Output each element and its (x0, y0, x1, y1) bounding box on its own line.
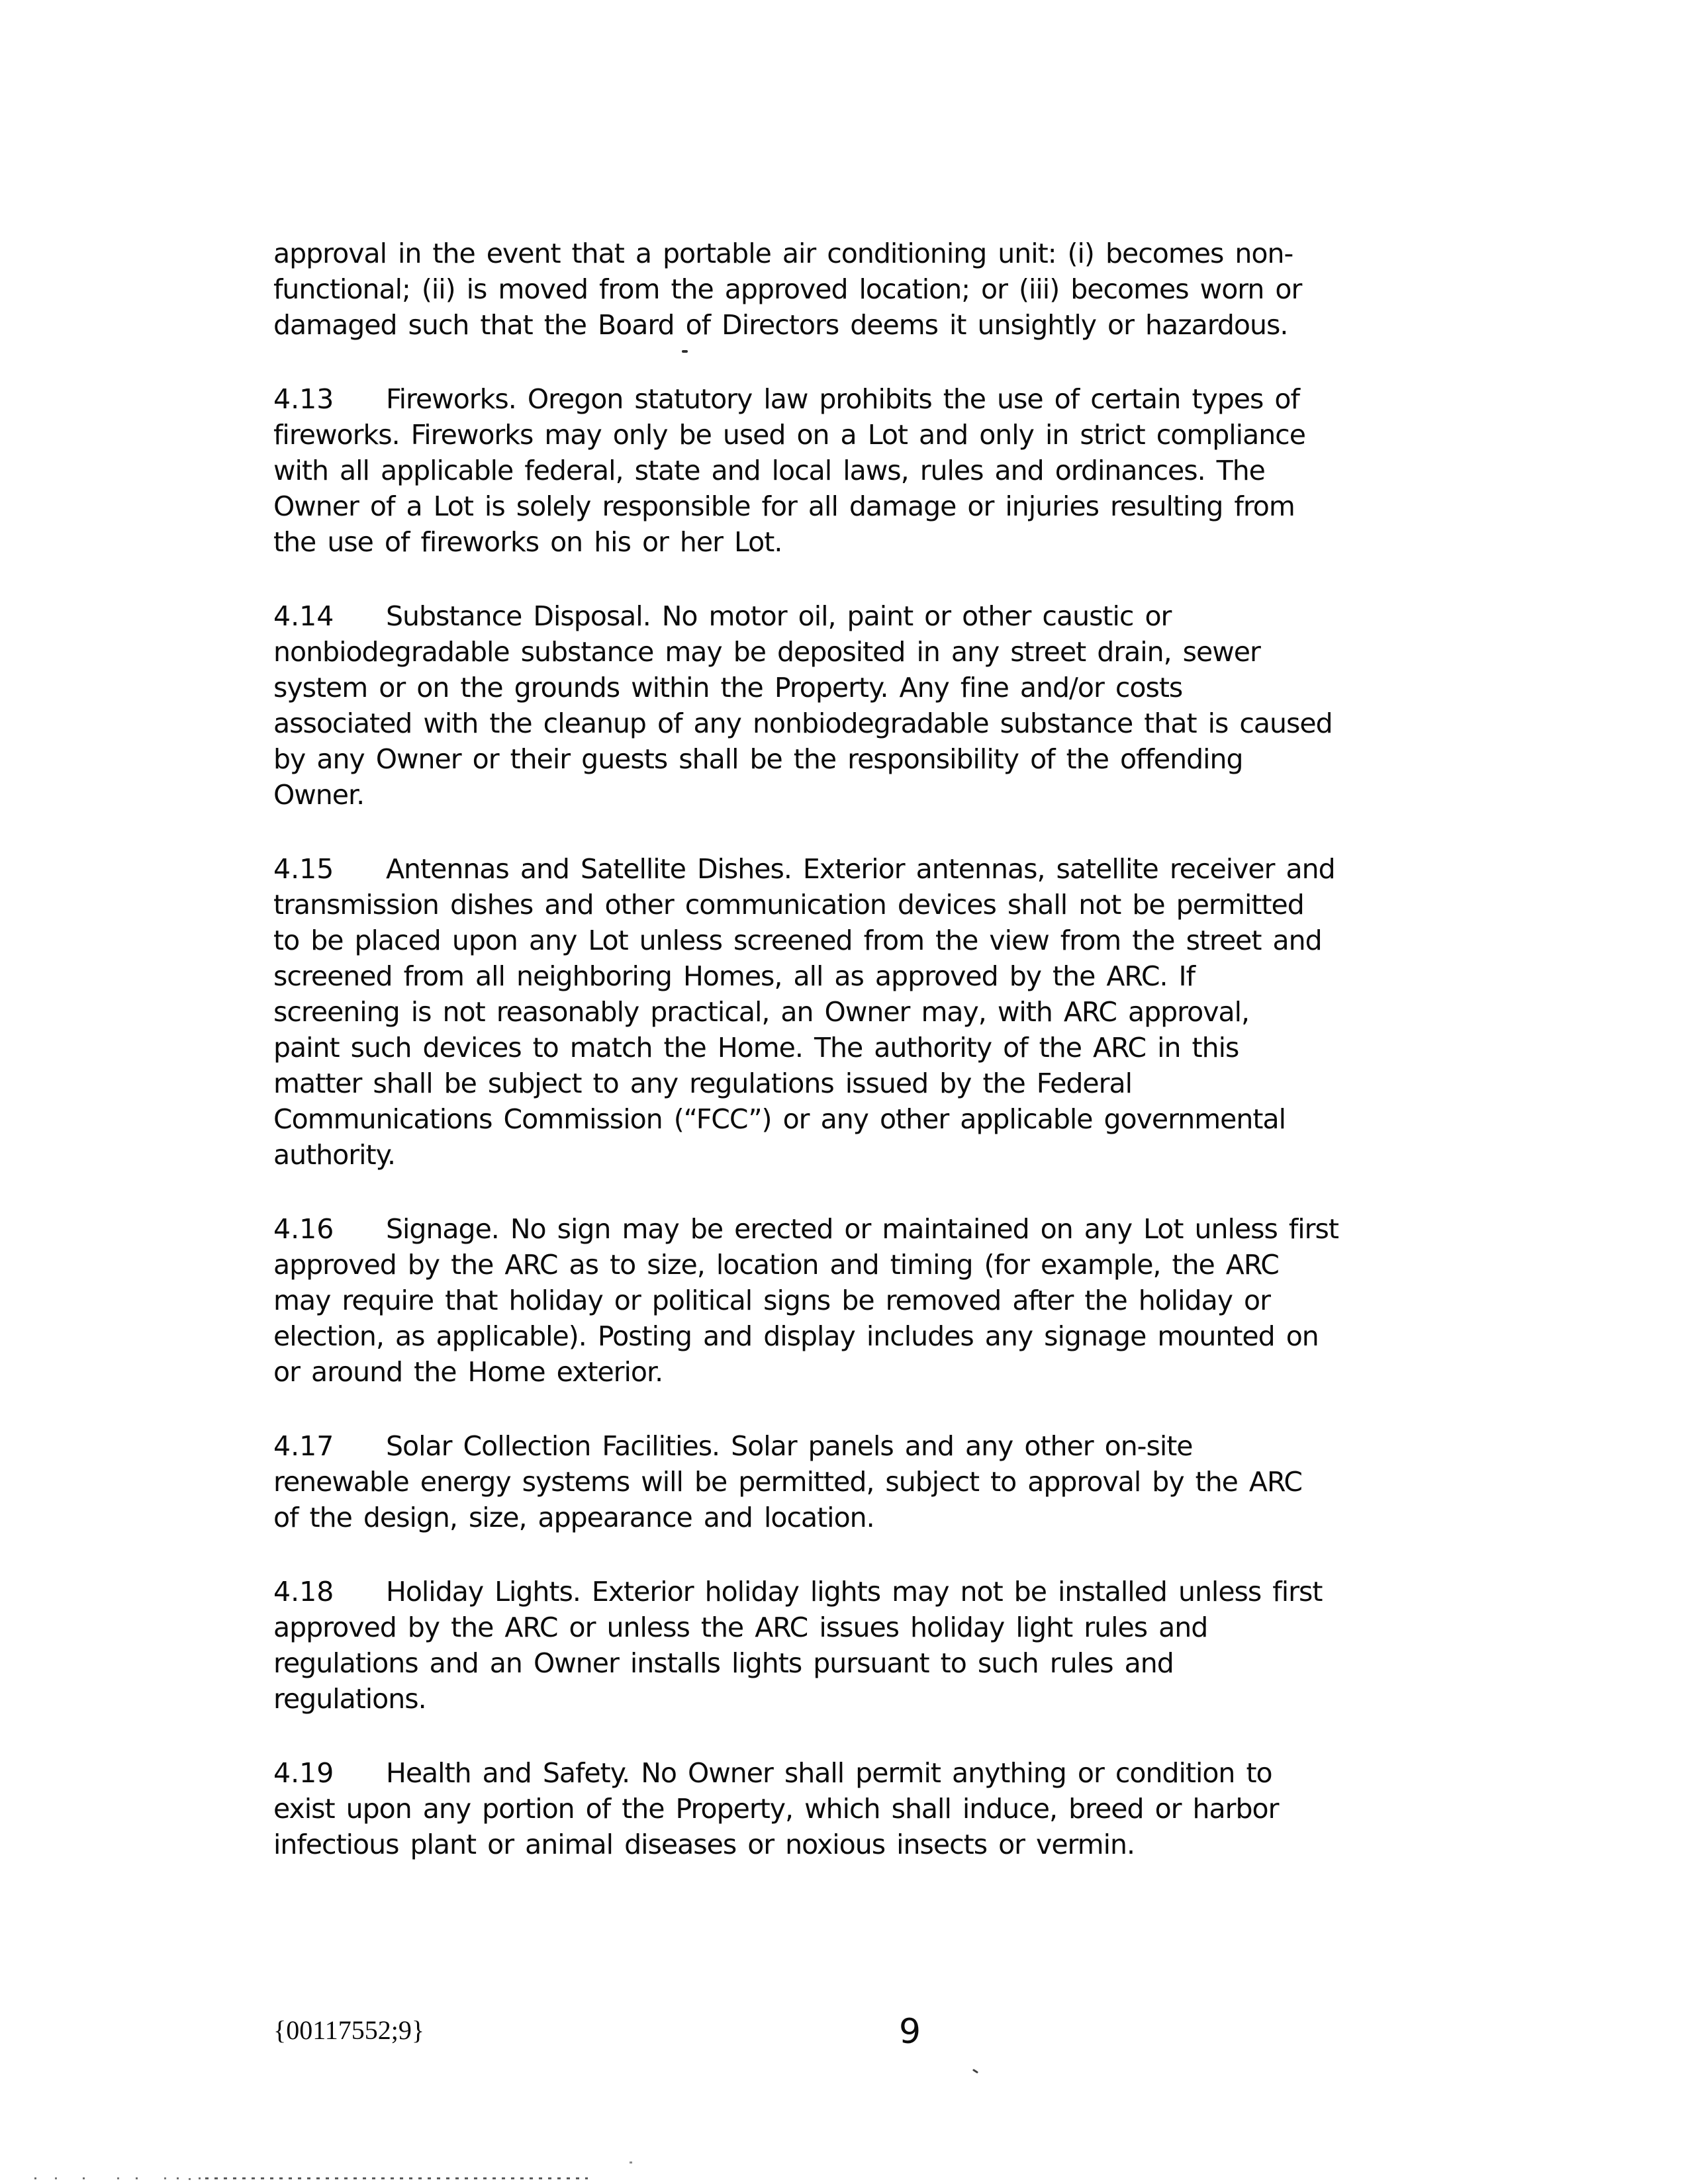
section-first-line (273, 381, 1452, 417)
section-heading-line: Holiday Lights. Exterior holiday lights may not be installed unless first (386, 1576, 1323, 1608)
text-line: fireworks. Fireworks may only be used on a Lot and only in strict compliance (273, 419, 1305, 451)
text-line: exist upon any portion of the Property, which shall induce, breed or harbor (273, 1793, 1279, 1825)
section-heading-line: Signage. No sign may be erected or maintained on any Lot unless first (386, 1213, 1338, 1245)
section-first-line (273, 1428, 1452, 1464)
text-line: or around the Home exterior. (273, 1356, 663, 1388)
section-number: 4.17 (273, 1430, 334, 1462)
paragraph-continuation (273, 236, 1452, 343)
section-first-line (273, 1211, 1452, 1247)
text-line: authority. (273, 1139, 396, 1171)
text-line: infectious plant or animal diseases or noxious insects or vermin. (273, 1829, 1135, 1860)
text-line: approved by the ARC as to size, location and timing (for example, the ARC (273, 1249, 1279, 1281)
section-4-17 (273, 1428, 1452, 1535)
text-line: system or on the grounds within the Property. Any fine and/or costs (273, 672, 1183, 704)
text-line: nonbiodegradable substance may be deposited in any street drain, sewer (273, 636, 1260, 668)
scan-artifact-dots (34, 2177, 36, 2179)
footer-document-id: {00117552;9} (273, 2015, 425, 2045)
text-line: screened from all neighboring Homes, all as approved by the ARC. If (273, 960, 1196, 992)
scan-artifact-dotted-line (205, 2177, 588, 2179)
text-line: regulations and an Owner installs lights pursuant to such rules and (273, 1647, 1174, 1679)
section-first-line (273, 851, 1452, 887)
text-line: election, as applicable). Posting and display includes any signage mounted on (273, 1320, 1319, 1352)
text-line: functional; (ii) is moved from the approved location; or (iii) becomes worn or (273, 273, 1302, 305)
section-heading-line: Health and Safety. No Owner shall permit anything or condition to (386, 1757, 1272, 1789)
section-4-19 (273, 1755, 1452, 1862)
section-4-18 (273, 1574, 1452, 1717)
body-text (273, 236, 1452, 1901)
section-heading-line: Substance Disposal. No motor oil, paint or other caustic or (386, 600, 1172, 632)
text-line: Owner. (273, 779, 365, 811)
text-line: renewable energy systems will be permitted, subject to approval by the ARC (273, 1466, 1303, 1498)
text-line: may require that holiday or political signs be removed after the holiday or (273, 1285, 1270, 1316)
section-number: 4.13 (273, 383, 334, 415)
section-heading-line: Solar Collection Facilities. Solar panels and any other on-site (386, 1430, 1193, 1462)
section-4-14 (273, 598, 1452, 813)
section-number: 4.19 (273, 1757, 334, 1789)
text-line: matter shall be subject to any regulations issued by the Federal (273, 1068, 1132, 1099)
section-4-16 (273, 1211, 1452, 1390)
section-first-line (273, 1574, 1452, 1610)
text-line: paint such devices to match the Home. The authority of the ARC in this (273, 1032, 1239, 1064)
text-line: of the design, size, appearance and location. (273, 1502, 874, 1533)
text-line: approved by the ARC or unless the ARC issues holiday light rules and (273, 1612, 1208, 1643)
scan-artifact-mark (972, 2069, 978, 2073)
scan-artifact-dash (682, 350, 688, 353)
section-first-line (273, 1755, 1452, 1791)
section-number: 4.15 (273, 853, 334, 885)
section-heading-line: Fireworks. Oregon statutory law prohibits the use of certain types of (386, 383, 1299, 415)
text-line: Communications Commission (“FCC”) or any other applicable governmental (273, 1103, 1286, 1135)
section-4-15 (273, 851, 1452, 1173)
text-line: regulations. (273, 1683, 426, 1715)
section-first-line (273, 598, 1452, 634)
text-line: to be placed upon any Lot unless screened from the view from the street and (273, 925, 1322, 956)
section-number: 4.14 (273, 600, 334, 632)
footer-page-number: 9 (899, 2012, 921, 2052)
text-line: by any Owner or their guests shall be the responsibility of the offending (273, 743, 1243, 775)
section-heading-line: Antennas and Satellite Dishes. Exterior antennas, satellite receiver and (386, 853, 1335, 885)
text-line: associated with the cleanup of any nonbiodegradable substance that is caused (273, 707, 1333, 739)
text-line: Owner of a Lot is solely responsible for all damage or injuries resulting from (273, 490, 1295, 522)
text-line: screening is not reasonably practical, an Owner may, with ARC approval, (273, 996, 1250, 1028)
text-line: damaged such that the Board of Directors deems it unsightly or hazardous. (273, 309, 1288, 341)
scan-artifact-speck (630, 2161, 632, 2163)
text-line: approval in the event that a portable air conditioning unit: (i) becomes non- (273, 238, 1293, 269)
section-4-13 (273, 381, 1452, 560)
text-line: with all applicable federal, state and local laws, rules and ordinances. The (273, 455, 1265, 486)
section-number: 4.16 (273, 1213, 334, 1245)
section-number: 4.18 (273, 1576, 334, 1608)
text-line: the use of fireworks on his or her Lot. (273, 526, 782, 558)
text-line: transmission dishes and other communication devices shall not be permitted (273, 889, 1304, 921)
